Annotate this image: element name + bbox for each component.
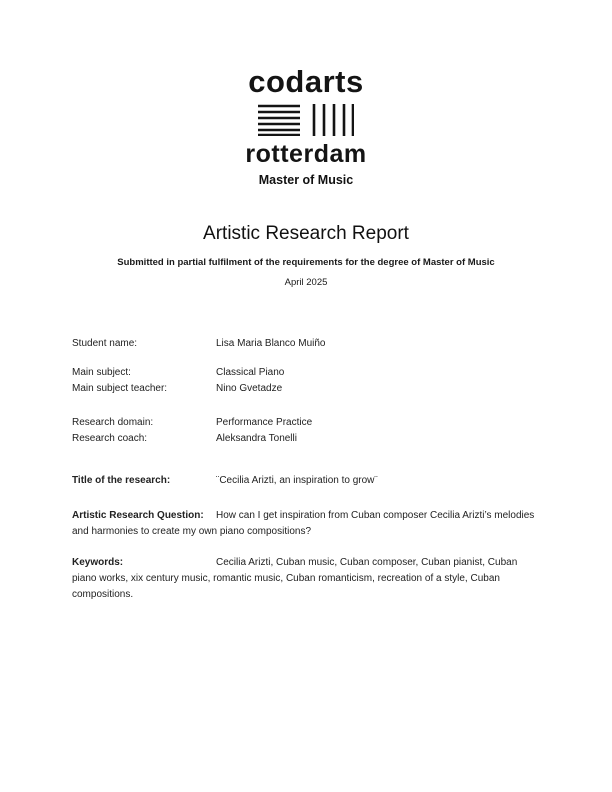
codarts-city-wordmark: rotterdam: [245, 140, 367, 168]
field-main-subject-label: Main subject:: [72, 366, 131, 378]
field-student-name: [72, 336, 540, 352]
field-research-domain-label: Research domain:: [72, 416, 154, 428]
field-keywords-value: Cecilia Arizti, Cuban music, Cuban composer, Cuban pianist, Cuban piano works, xix century music, romantic music, Cuban romanticism, recreation of a style, Cuban compositions.: [72, 556, 518, 600]
field-research-title-label: Title of the research:: [72, 474, 171, 486]
field-research-question-value: How can I get inspiration from Cuban composer Cecilia Arizti’s melodies and harmonies to create my own piano compositions?: [72, 509, 535, 537]
report-date: April 2025: [284, 276, 328, 288]
program-name: Master of Music: [258, 173, 354, 187]
page-title: Artistic Research Report: [203, 222, 409, 244]
field-research-coach-label: Research coach:: [72, 432, 148, 444]
field-research-coach: [72, 431, 540, 447]
field-research-domain: [72, 415, 540, 431]
field-main-subject-value: Classical Piano: [216, 366, 285, 378]
field-main-subject-teacher-value: Nino Gvetadze: [216, 382, 283, 394]
codarts-logo-block: [0, 0, 612, 187]
report-fields: [72, 336, 540, 603]
page-subtitle: Submitted in partial fulfilment of the requirements for the degree of Master of Music: [117, 256, 495, 268]
field-student-name-value: Lisa Maria Blanco Muiño: [216, 337, 326, 349]
field-research-title: [72, 473, 540, 489]
field-main-subject: [72, 365, 540, 381]
field-research-question-label: Artistic Research Question:: [72, 509, 204, 521]
field-research-coach-value: Aleksandra Tonelli: [216, 432, 297, 444]
field-main-subject-teacher: [72, 381, 540, 397]
field-research-title-value: ¨Cecilia Arizti, an inspiration to grow¨: [216, 474, 378, 486]
field-keywords: [72, 555, 540, 603]
field-research-question: [72, 508, 540, 540]
field-student-name-label: Student name:: [72, 337, 138, 349]
codarts-logo-icon: [258, 104, 354, 136]
field-keywords-label: Keywords:: [72, 556, 124, 568]
codarts-brand-wordmark: codarts: [248, 64, 364, 99]
field-research-domain-value: Performance Practice: [216, 416, 313, 428]
field-main-subject-teacher-label: Main subject teacher:: [72, 382, 168, 394]
page-content: [0, 223, 612, 603]
